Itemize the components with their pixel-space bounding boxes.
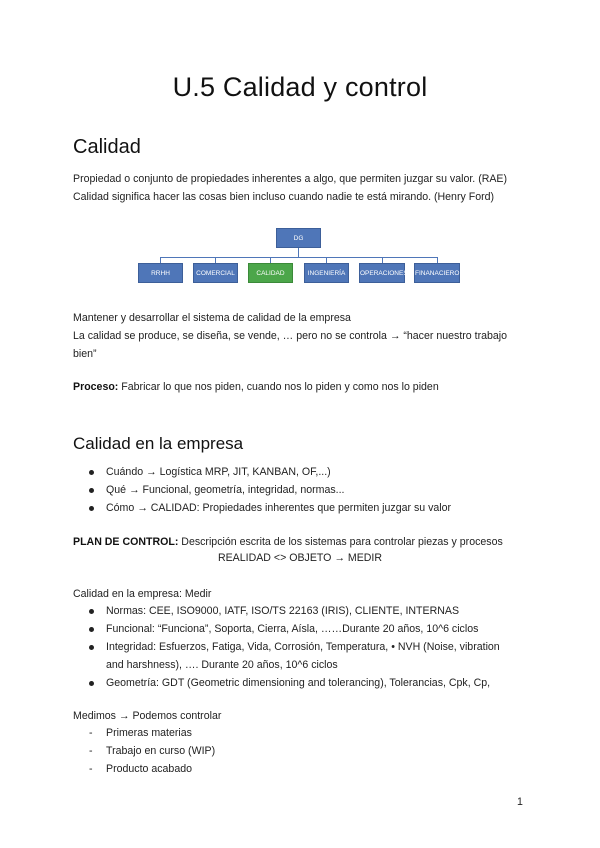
- bullet-icon: [89, 609, 94, 614]
- org-chart: [0, 0, 600, 300]
- paragraph-calidad-produce: La calidad se produce, se diseña, se vende, … pero no se controla → “hacer nuestro trabajo: [73, 330, 508, 342]
- list-item-continuation: and harshness), …. Durante 20 años, 10^6 ciclos: [106, 659, 338, 671]
- list-item: Normas: CEE, ISO9000, IATF, ISO/TS 22163 (IRIS), CLIENTE, INTERNAS: [73, 602, 553, 620]
- list-item: Cuándo → Logística MRP, JIT, KANBAN, OF,...): [73, 463, 533, 481]
- paragraph-calidad-produce-cont: bien”: [73, 348, 97, 360]
- list-item: Qué → Funcional, geometría, integridad, normas...: [73, 481, 533, 499]
- org-connector-vertical: [298, 248, 299, 257]
- list-item: Cómo → CALIDAD: Propiedades inherentes que permiten juzgar su valor: [73, 499, 533, 517]
- bullet-icon: [89, 506, 94, 511]
- org-box-operaciones: OPERACIONES: [359, 263, 405, 283]
- dash-icon: -: [89, 745, 93, 757]
- document-title: U.5 Calidad y control: [172, 72, 428, 102]
- control-intro: Medimos → Podemos controlar: [73, 710, 222, 722]
- bullet-list-cuando-que-como: [73, 463, 533, 517]
- bullet-icon: [89, 681, 94, 686]
- paragraph-mantener: Mantener y desarrollar el sistema de calidad de la empresa: [73, 312, 351, 324]
- org-box-finanaciero: FINANACIERO: [414, 263, 460, 283]
- bullet-icon: [89, 470, 94, 475]
- list-item: Geometría: GDT (Geometric dimensioning and tolerancing), Tolerancias, Cpk, Cp,: [73, 674, 553, 692]
- proceso-text: Fabricar lo que nos piden, cuando nos lo piden y como nos lo piden: [118, 381, 439, 393]
- section-heading-calidad: Calidad: [73, 136, 141, 158]
- org-box-rrhh: RRHH: [138, 263, 183, 283]
- list-item: - Producto acabado: [73, 760, 533, 778]
- org-box-dg: DG: [276, 228, 321, 248]
- section-heading-calidad-empresa: Calidad en la empresa: [73, 434, 244, 453]
- org-box-calidad: CALIDAD: [248, 263, 293, 283]
- org-box-comercial: COMERCIAL: [193, 263, 238, 283]
- bullet-list-medir: [73, 602, 553, 692]
- dash-icon: -: [89, 727, 93, 739]
- plan-de-control-line: [73, 533, 553, 551]
- proceso-line: [73, 378, 553, 396]
- list-item: Integridad: Esfuerzos, Fatiga, Vida, Corrosión, Temperatura, • NVH (Noise, vibration: [73, 638, 553, 656]
- dash-list-control: [73, 724, 533, 778]
- list-item: - Trabajo en curso (WIP): [73, 742, 533, 760]
- realidad-objeto-medir: REALIDAD <> OBJETO → MEDIR: [217, 552, 383, 564]
- bullet-icon: [89, 488, 94, 493]
- plan-text: Descripción escrita de los sistemas para controlar piezas y procesos: [178, 536, 503, 548]
- org-connector-horizontal: [160, 257, 438, 258]
- page-number: 1: [517, 796, 523, 808]
- plan-label: PLAN DE CONTROL:: [73, 536, 179, 548]
- list-item: Funcional: “Funciona”, Soporta, Cierra, Aísla, ……Durante 20 años, 10^6 ciclos: [73, 620, 553, 638]
- bullet-icon: [89, 645, 94, 650]
- definition-rae: Propiedad o conjunto de propiedades inherentes a algo, que permiten juzgar su valor. (RAE): [73, 173, 508, 185]
- bullet-icon: [89, 627, 94, 632]
- dash-icon: -: [89, 763, 93, 775]
- list-item: - Primeras materias: [73, 724, 533, 742]
- quote-henry-ford: Calidad significa hacer las cosas bien incluso cuando nadie te está mirando. (Henry Ford): [73, 191, 495, 203]
- proceso-label: Proceso:: [73, 381, 119, 393]
- medir-intro: Calidad en la empresa: Medir: [73, 588, 212, 600]
- org-box-ingenieria: INGENIERÍA: [304, 263, 349, 283]
